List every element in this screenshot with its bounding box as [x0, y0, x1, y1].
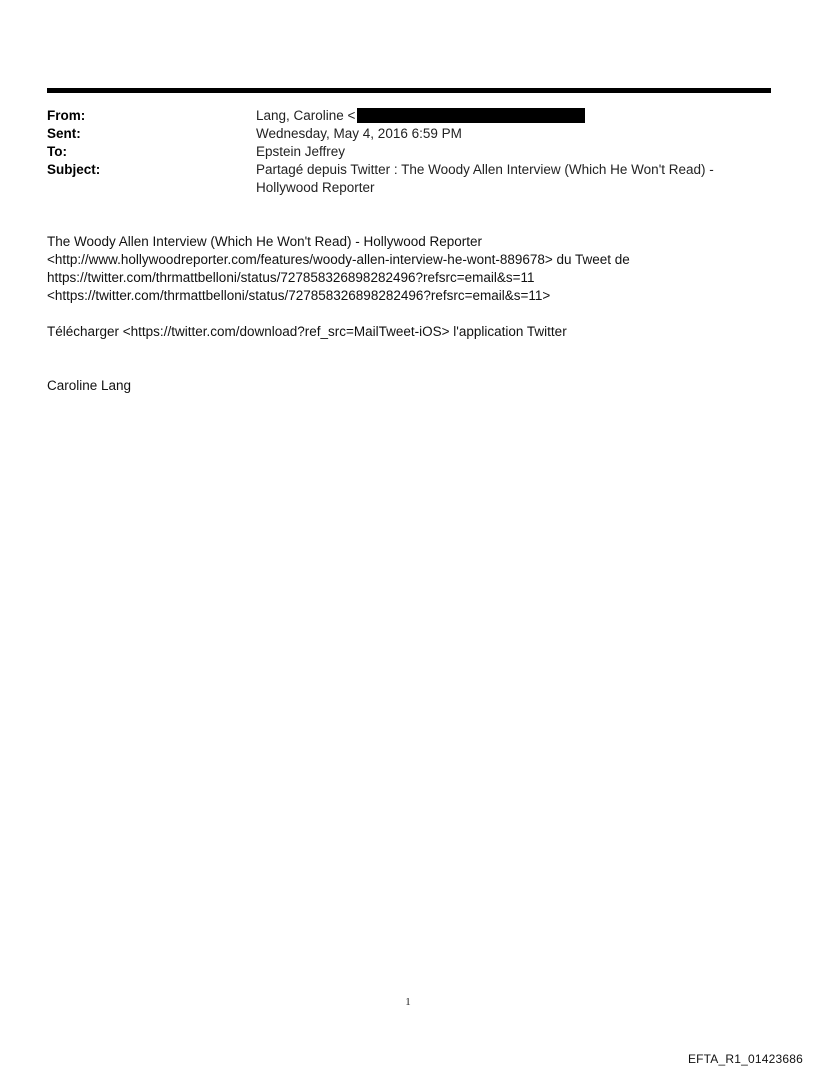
bates-number: EFTA_R1_01423686 [687, 1052, 803, 1066]
from-name: Lang, Caroline < [256, 108, 356, 123]
subject-value [256, 161, 771, 197]
article-link[interactable]: <http://www.hollywoodreporter.com/features/woody-allen-interview-he-wont-889678> du Tweet de [47, 252, 630, 267]
email-body [47, 233, 771, 395]
paragraph-gap [47, 341, 771, 377]
from-label: From: [47, 108, 86, 123]
signature: Caroline Lang [47, 378, 132, 393]
tweet-link-bracketed[interactable]: <https://twitter.com/thrmattbelloni/status/727858326898282496?refsrc=email&s=11> [47, 288, 551, 303]
paragraph-gap [47, 305, 771, 323]
from-row [47, 107, 771, 125]
tweet-link[interactable]: https://twitter.com/thrmattbelloni/status/727858326898282496?refsrc=email&s=11 [47, 270, 535, 285]
subject-line-1: Partagé depuis Twitter : The Woody Allen Interview (Which He Won't Read) - [256, 162, 714, 177]
sent-row [47, 125, 771, 143]
to-value: Epstein Jeffrey [256, 144, 346, 159]
page-number: 1 [405, 996, 411, 1008]
header-divider [47, 88, 771, 93]
subject-line-2: Hollywood Reporter [256, 180, 375, 195]
sent-value: Wednesday, May 4, 2016 6:59 PM [256, 126, 462, 141]
to-label: To: [47, 144, 67, 159]
sent-label: Sent: [47, 126, 81, 141]
subject-label: Subject: [47, 162, 101, 177]
subject-row [47, 161, 771, 197]
email-header [47, 107, 771, 197]
to-row [47, 143, 771, 161]
download-line[interactable]: Télécharger <https://twitter.com/download?ref_src=MailTweet-iOS> l'application Twitter [47, 324, 567, 339]
body-line-1: The Woody Allen Interview (Which He Won't Read) - Hollywood Reporter [47, 234, 483, 249]
from-value [256, 107, 771, 125]
redaction-box [357, 108, 585, 123]
